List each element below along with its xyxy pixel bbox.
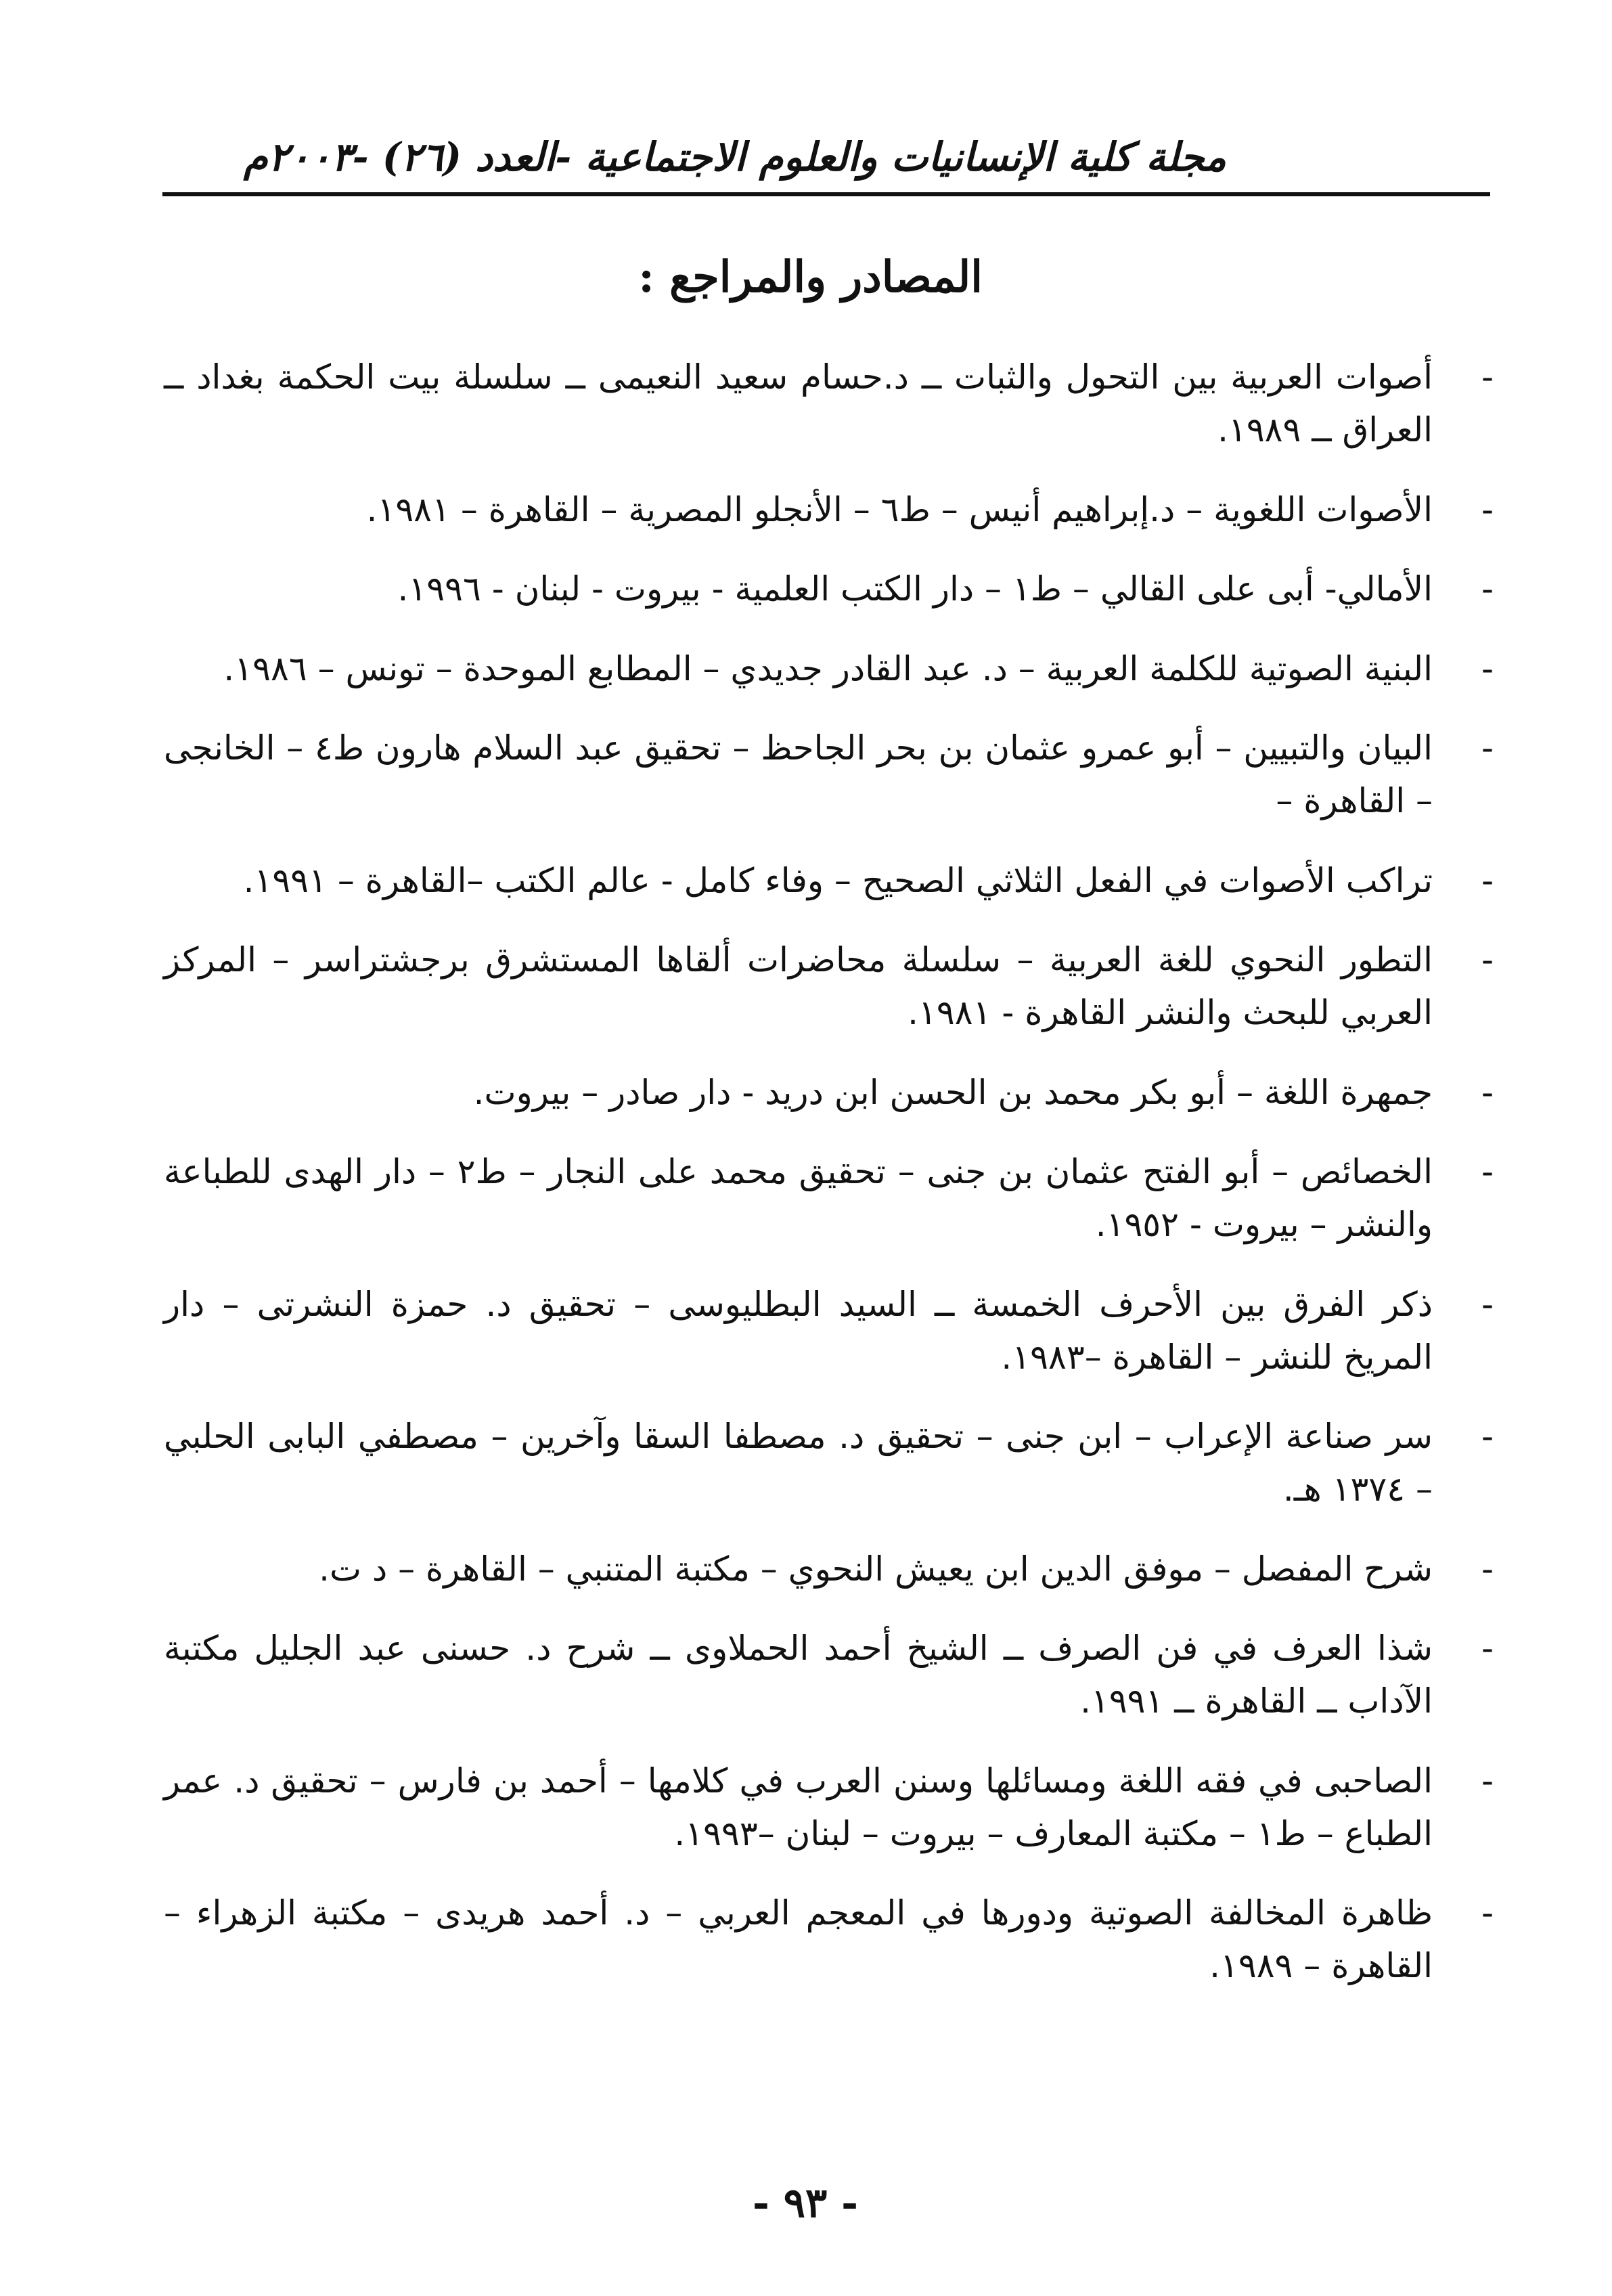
- reference-text: الأمالي- أبى على القالي – ط١ – دار الكتب العلمية - بيروت - لبنان - ١٩٩٦.: [397, 569, 1433, 609]
- list-dash: -: [1481, 569, 1494, 609]
- reference-text: ظاهرة المخالفة الصوتية ودورها في المعجم العربي – د. أحمد هريدى – مكتبة الزهراء – القاهرة – ١٩٨٩.: [164, 1893, 1433, 1985]
- reference-item: [164, 1410, 1494, 1516]
- reference-item: [164, 1543, 1494, 1595]
- reference-item: [164, 1886, 1494, 1992]
- reference-item: [164, 483, 1494, 536]
- page-number: - ٩٣ -: [752, 2180, 859, 2227]
- reference-text: الصاحبى في فقه اللغة ومسائلها وسنن العرب في كلامها – أحمد بن فارس – تحقيق د. عمر الطباع – ط١ – مكتبة المعارف – بيروت – لبنان –١٩٩٣.: [164, 1761, 1433, 1853]
- reference-item: [164, 642, 1494, 695]
- list-dash: -: [1481, 357, 1494, 397]
- list-dash: -: [1481, 1549, 1494, 1589]
- header-rule: [162, 192, 1490, 196]
- reference-item: [164, 1145, 1494, 1251]
- section-title: المصادر والمراجع :: [638, 252, 983, 303]
- reference-item: [164, 1066, 1494, 1119]
- list-dash: -: [1481, 489, 1494, 529]
- reference-text: جمهرة اللغة – أبو بكر محمد بن الحسن ابن دريد - دار صادر – بيروت.: [473, 1072, 1433, 1112]
- list-dash: -: [1481, 940, 1494, 979]
- reference-text: شرح المفصل – موفق الدين ابن يعيش النحوي – مكتبة المتنبي – القاهرة – د ت.: [319, 1549, 1433, 1589]
- list-dash: -: [1481, 1152, 1494, 1191]
- references-list: [164, 351, 1494, 2019]
- reference-text: سر صناعة الإعراب – ابن جنى – تحقيق د. مصطفا السقا وآخرين – مصطفي البابى الحلبي – ١٣٧٤ هـ.: [164, 1417, 1433, 1509]
- reference-text: أصوات العربية بين التحول والثبات ــ د.حسام سعيد النعيمى ــ سلسلة بيت الحكمة بغداد ــ العراق ــ ١٩٨٩.: [164, 357, 1433, 449]
- reference-text: تراكب الأصوات في الفعل الثلاثي الصحيح – وفاء كامل - عالم الكتب –القاهرة – ١٩٩١.: [243, 860, 1433, 900]
- reference-item: [164, 722, 1494, 827]
- list-dash: -: [1481, 1893, 1494, 1933]
- list-dash: -: [1481, 1284, 1494, 1324]
- reference-item: [164, 1754, 1494, 1860]
- reference-item: [164, 1278, 1494, 1384]
- list-dash: -: [1481, 1072, 1494, 1112]
- list-dash: -: [1481, 860, 1494, 900]
- list-dash: -: [1481, 1761, 1494, 1801]
- list-dash: -: [1481, 1417, 1494, 1456]
- reference-text: ذكر الفرق بين الأحرف الخمسة ــ السيد البطليوسى – تحقيق د. حمزة النشرتى – دار المريخ للنشر – القاهرة –١٩٨٣.: [164, 1284, 1433, 1377]
- reference-text: البيان والتبيين – أبو عمرو عثمان بن بحر الجاحظ – تحقيق عبد السلام هارون ط٤ – الخانجى – القاهرة –: [164, 728, 1433, 820]
- journal-running-header: مجلة كلية الإنسانيات والعلوم الاجتماعية -العدد (٢٦) -٢٠٠٣م: [244, 134, 1226, 180]
- list-dash: -: [1481, 728, 1494, 768]
- reference-item: [164, 933, 1494, 1039]
- list-dash: -: [1481, 1629, 1494, 1668]
- reference-text: التطور النحوي للغة العربية – سلسلة محاضرات ألقاها المستشرق برجشتراسر – المركز العربي للبحث والنشر القاهرة - ١٩٨١.: [164, 940, 1433, 1032]
- reference-item: [164, 854, 1494, 907]
- list-dash: -: [1481, 648, 1494, 688]
- reference-item: [164, 562, 1494, 615]
- reference-text: شذا العرف في فن الصرف ــ الشيخ أحمد الحملاوى ــ شرح د. حسنى عبد الجليل مكتبة الآداب ــ القاهرة ــ ١٩٩١.: [164, 1629, 1433, 1721]
- reference-text: البنية الصوتية للكلمة العربية – د. عبد القادر جديدي – المطابع الموحدة – تونس – ١٩٨٦.: [223, 648, 1433, 688]
- reference-item: [164, 1622, 1494, 1727]
- reference-text: الخصائص – أبو الفتح عثمان بن جنى – تحقيق محمد على النجار – ط٢ – دار الهدى للطباعة والنشر – بيروت - ١٩٥٢.: [164, 1152, 1433, 1244]
- reference-item: [164, 351, 1494, 456]
- reference-text: الأصوات اللغوية – د.إبراهيم أنيس – ط٦ – الأنجلو المصرية – القاهرة – ١٩٨١.: [366, 489, 1433, 529]
